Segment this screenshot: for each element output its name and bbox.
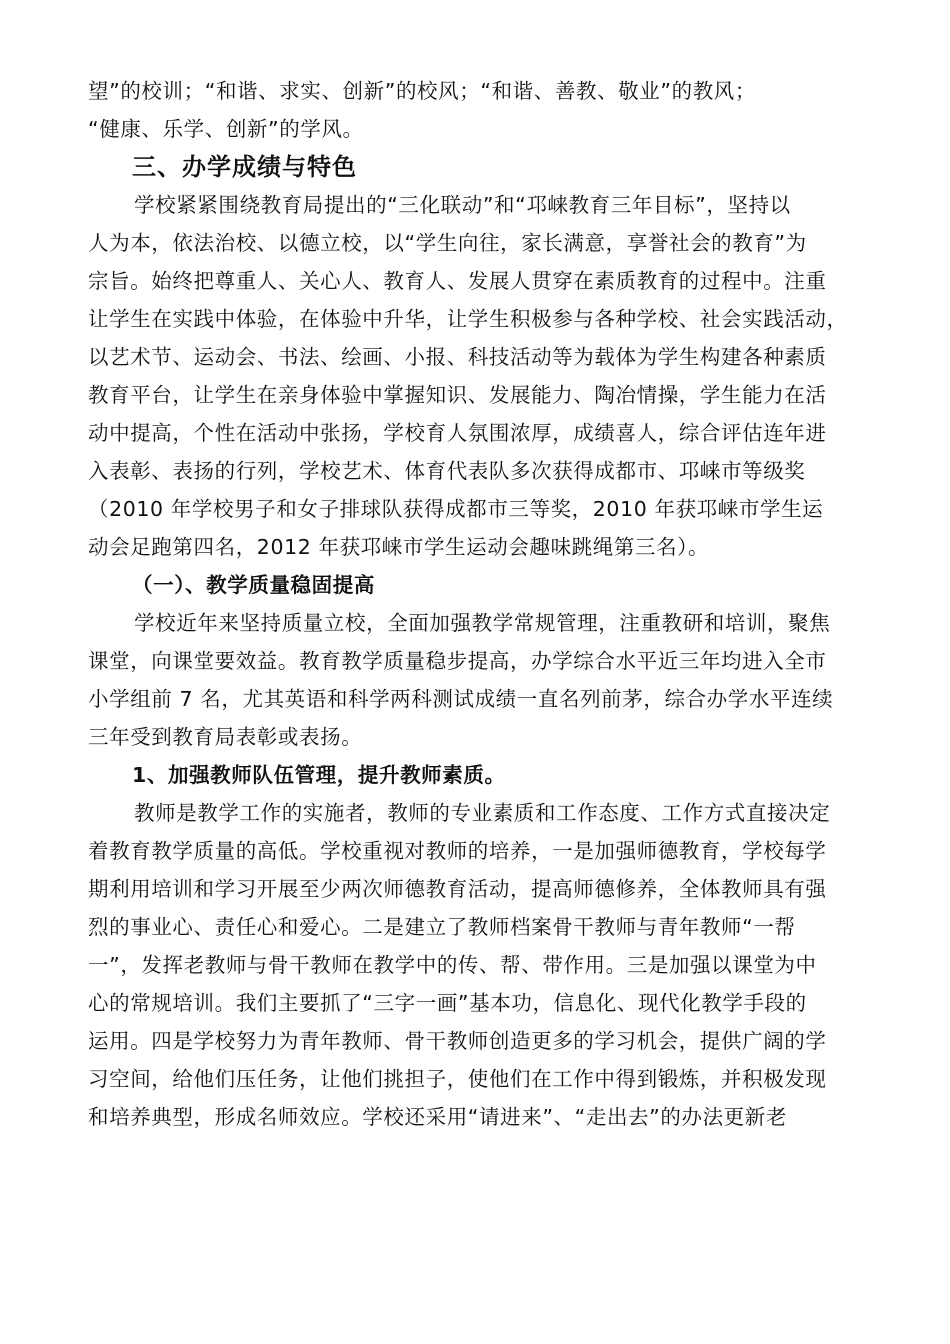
paragraph-line: 宗旨。始终把尊重人、关心人、教育人、发展人贯穿在素质教育的过程中。注重 bbox=[88, 269, 827, 293]
paragraph-line: 和培养典型，形成名师效应。学校还采用“请进来”、“走出去”的办法更新老 bbox=[88, 1105, 787, 1129]
paragraph-line: 着教育教学质量的高低。学校重视对教师的培养，一是加强师德教育，学校每学 bbox=[88, 839, 827, 863]
intro-line: “健康、乐学、创新”的学风。 bbox=[88, 117, 364, 141]
paragraph-line: 课堂，向课堂要效益。教育教学质量稳步提高，办学综合水平近三年均进入全市 bbox=[88, 649, 827, 673]
paragraph-line: 动中提高，个性在活动中张扬，学校育人氛围浓厚，成绩喜人，综合评估连年进 bbox=[88, 421, 827, 445]
paragraph-line: 人为本，依法治校、以德立校，以“学生向往，家长满意，享誉社会的教育”为 bbox=[88, 231, 807, 255]
paragraph-line: 动会足跑第四名，2012 年获邛崃市学生运动会趣味跳绳第三名）。 bbox=[88, 535, 710, 559]
paragraph-line: 以艺术节、运动会、书法、绘画、小报、科技活动等为载体为学生构建各种素质 bbox=[88, 345, 827, 369]
paragraph-line: 教师是教学工作的实施者，教师的专业素质和工作态度、工作方式直接决定 bbox=[134, 801, 831, 825]
document-page bbox=[88, 72, 878, 1136]
paragraph-line: 教育平台，让学生在亲身体验中掌握知识、发展能力、陶冶情操，学生能力在活 bbox=[88, 383, 827, 407]
subsection-heading: （一）、教学质量稳固提高 bbox=[132, 573, 375, 597]
section-heading: 三、办学成绩与特色 bbox=[132, 153, 357, 181]
paragraph-line: 入表彰、表扬的行列，学校艺术、体育代表队多次获得成都市、邛崃市等级奖 bbox=[88, 459, 806, 483]
paragraph-line: 期利用培训和学习开展至少两次师德教育活动，提高师德修养，全体教师具有强 bbox=[88, 877, 827, 901]
paragraph-line: 烈的事业心、责任心和爱心。二是建立了教师档案骨干教师与青年教师“一帮 bbox=[88, 915, 796, 939]
intro-line: 望”的校训；“和谐、求实、创新”的校风；“和谐、善教、敬业”的教风； bbox=[88, 79, 756, 103]
paragraph-line: （2010 年学校男子和女子排球队获得成都市三等奖，2010 年获邛崃市学生运 bbox=[88, 497, 824, 521]
paragraph-line: 让学生在实践中体验，在体验中升华，让学生积极参与各种学校、社会实践活动， bbox=[88, 307, 848, 331]
paragraph-line: 小学组前 7 名，尤其英语和科学两科测试成绩一直名列前茅，综合办学水平连续 bbox=[88, 687, 834, 711]
paragraph-line: 一”，发挥老教师与骨干教师在教学中的传、帮、带作用。三是加强以课堂为中 bbox=[88, 953, 817, 977]
item-heading: 1、加强教师队伍管理，提升教师素质。 bbox=[132, 763, 506, 787]
paragraph-line: 学校紧紧围绕教育局提出的“三化联动”和“邛崃教育三年目标”，坚持以 bbox=[134, 193, 791, 217]
paragraph-line: 心的常规培训。我们主要抓了“三字一画”基本功，信息化、现代化教学手段的 bbox=[88, 991, 807, 1015]
paragraph-line: 学校近年来坚持质量立校，全面加强教学常规管理，注重教研和培训，聚焦 bbox=[134, 611, 831, 635]
paragraph-line: 习空间，给他们压任务，让他们挑担子，使他们在工作中得到锻炼，并积极发现 bbox=[88, 1067, 827, 1091]
paragraph-line: 运用。四是学校努力为青年教师、骨干教师创造更多的学习机会，提供广阔的学 bbox=[88, 1029, 827, 1053]
paragraph-line: 三年受到教育局表彰或表扬。 bbox=[88, 725, 363, 749]
